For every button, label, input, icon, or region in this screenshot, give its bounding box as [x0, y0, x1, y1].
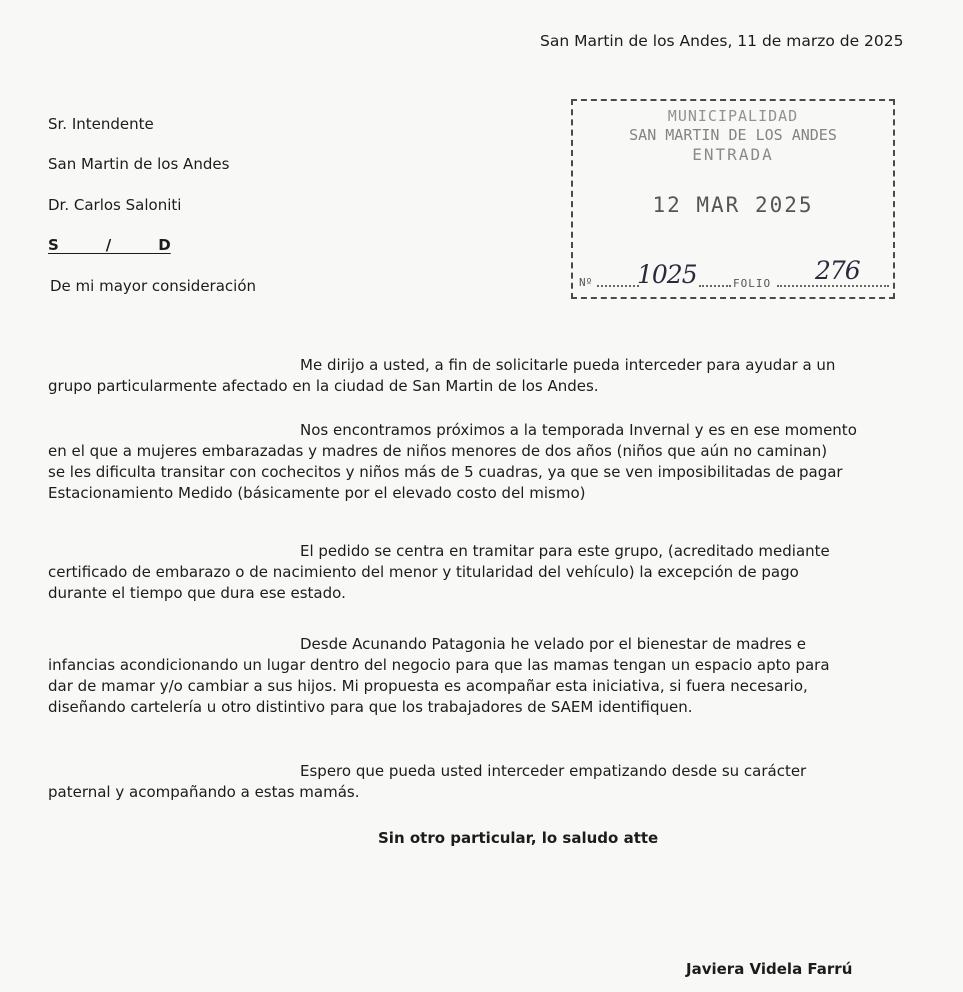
stamp-folio-number: 276: [815, 256, 860, 285]
paragraph-line: El pedido se centra en tramitar para este grupo, (acreditado mediante: [300, 542, 830, 560]
paragraph-line: infancias acondicionando un lugar dentro del negocio para que las mamas tengan un espacio apto para: [48, 656, 830, 674]
paragraph-5: [48, 761, 948, 803]
reception-stamp: [571, 99, 895, 299]
recipient-name: Dr. Carlos Saloniti: [48, 196, 182, 214]
stamp-entry-label: ENTRADA: [692, 145, 774, 164]
stamp-city: SAN MARTIN DE LOS ANDES: [629, 126, 837, 144]
dotted-line: [597, 285, 639, 287]
paragraph-3: [48, 541, 948, 604]
stamp-date: 12 MAR 2025: [652, 193, 814, 217]
paragraph-line: Desde Acunando Patagonia he velado por el bienestar de madres e: [300, 635, 806, 653]
paragraph-line: certificado de embarazo o de nacimiento del menor y titularidad del vehículo) la excepción de pago: [48, 563, 799, 581]
su-despacho: S / D: [48, 236, 171, 254]
paragraph-line: Nos encontramos próximos a la temporada Invernal y es en ese momento: [300, 421, 857, 439]
stamp-municipality: MUNICIPALIDAD: [667, 107, 799, 125]
paragraph-4: [48, 634, 948, 718]
signature-name: Javiera Videla Farrú: [686, 960, 853, 978]
stamp-number-label: Nº: [579, 276, 593, 289]
closing-line: Sin otro particular, lo saludo atte: [378, 829, 659, 847]
recipient-title: Sr. Intendente: [48, 115, 154, 133]
paragraph-line: paternal y acompañando a estas mamás.: [48, 783, 360, 801]
paragraph-line: en el que a mujeres embarazadas y madres de niños menores de dos años (niños que aún no caminan): [48, 442, 828, 460]
paragraph-line: se les dificulta transitar con cochecitos y niños más de 5 cuadras, ya que se ven imposibilitadas de pagar: [48, 463, 843, 481]
stamp-folio-label: FOLIO: [733, 277, 772, 290]
stamp-entry-number: 1025: [637, 260, 697, 289]
paragraph-2: [48, 420, 948, 504]
paragraph-line: Estacionamiento Medido (básicamente por el elevado costo del mismo): [48, 484, 586, 502]
dotted-line: [699, 285, 731, 287]
paragraph-line: Espero que pueda usted interceder empatizando desde su carácter: [300, 762, 807, 780]
paragraph-line: grupo particularmente afectado en la ciudad de San Martin de los Andes.: [48, 377, 599, 395]
paragraph-line: dar de mamar y/o cambiar a sus hijos. Mi propuesta es acompañar esta iniciativa, si fuera necesario,: [48, 677, 808, 695]
paragraph-line: durante el tiempo que dura ese estado.: [48, 584, 346, 602]
paragraph-1: [48, 355, 948, 397]
stamp-number-row: [577, 256, 889, 293]
paragraph-line: Me dirijo a usted, a fin de solicitarle pueda interceder para ayudar a un: [300, 356, 836, 374]
dotted-line: [777, 285, 889, 287]
paragraph-line: diseñando cartelería u otro distintivo para que los trabajadores de SAEM identifiquen.: [48, 698, 693, 716]
letter-date: San Martin de los Andes, 11 de marzo de 2025: [540, 32, 904, 50]
recipient-city: San Martin de los Andes: [48, 155, 230, 173]
greeting: De mi mayor consideración: [50, 277, 257, 295]
